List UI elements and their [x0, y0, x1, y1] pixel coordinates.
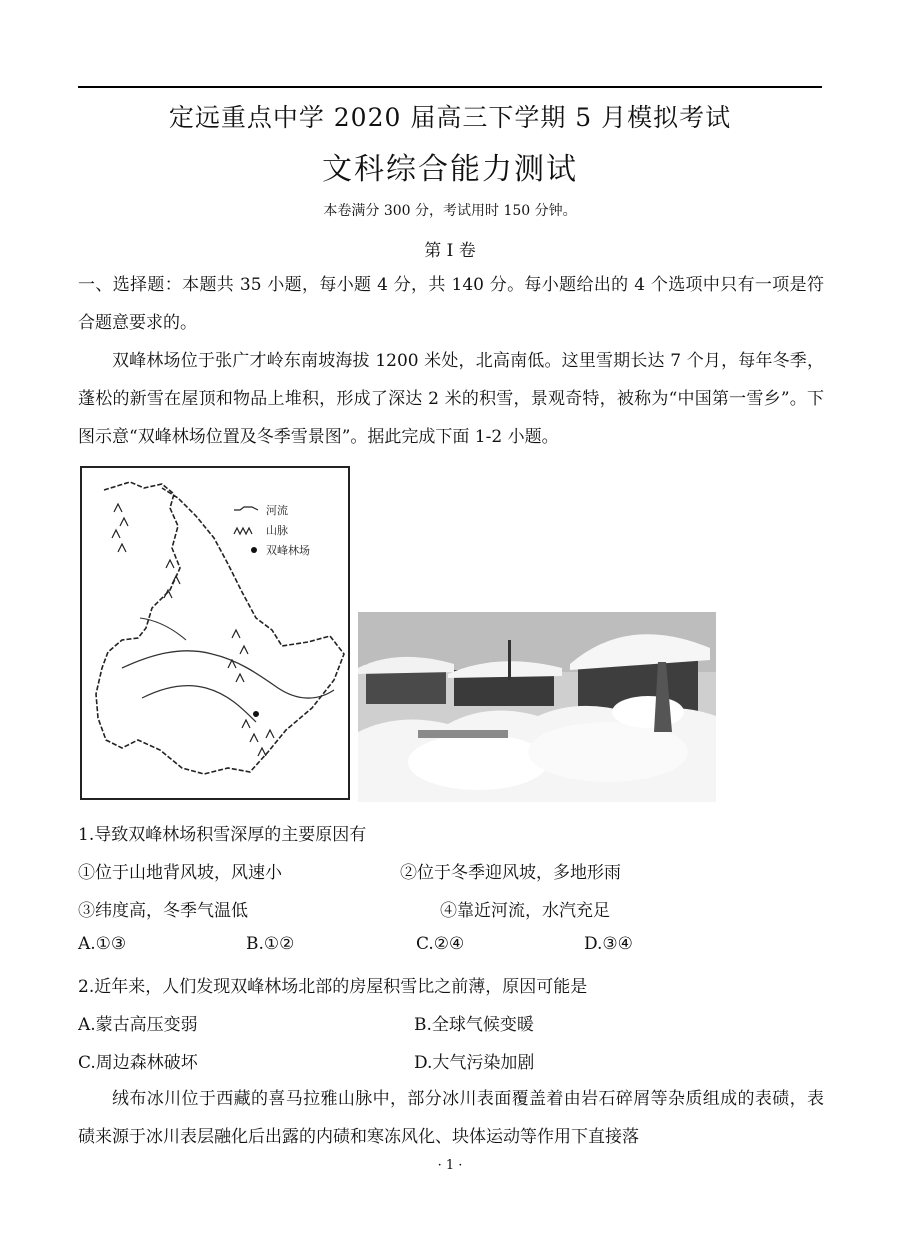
statement: ④靠近河流，水汽充足	[440, 901, 610, 921]
river-line	[140, 618, 186, 640]
location-map	[80, 466, 350, 800]
snow-scene-photo	[358, 612, 716, 802]
volume-label: 第 I 卷	[424, 241, 476, 261]
legend-forest-farm-label: 双峰林场	[266, 544, 310, 557]
passage-2: 绒布冰川位于西藏的喜马拉雅山脉中，部分冰川表面覆盖着由岩石碎屑等杂质组成的表碛，表碛来源于冰川表层融化后出露的内碛和寒冻风化、块体运动等作用下直接落	[78, 1089, 824, 1147]
river-line	[142, 686, 256, 722]
legend-river-label: 河流	[266, 504, 288, 517]
question-1-stem: 1.导致双峰林场积雪深厚的主要原因有	[78, 825, 367, 845]
option-b[interactable]: B.全球气候变暖	[414, 1015, 534, 1035]
legend-dot-symbol	[251, 547, 257, 553]
page-number: · 1 ·	[437, 1158, 463, 1173]
river-line	[122, 651, 334, 698]
statement: ①位于山地背风坡，风速小	[78, 863, 282, 883]
map-legend	[234, 503, 310, 557]
statement: ②位于冬季迎风坡，多地形雨	[400, 863, 621, 883]
option-d[interactable]: D.大气污染加剧	[414, 1053, 535, 1073]
legend-mountain-label: 山脉	[266, 524, 288, 537]
question-2-stem: 2.近年来，人们发现双峰林场北部的房屋积雪比之前薄，原因可能是	[78, 977, 588, 997]
top-rule	[78, 86, 822, 88]
statement: ③纬度高，冬季气温低	[78, 901, 248, 921]
map-drawing	[82, 468, 348, 798]
passage-1: 双峰林场位于张广才岭东南坡海拔 1200 米处，北高南低。这里雪期长达 7 个月，每年冬季，蓬松的新雪在屋顶和物品上堆积，形成了深达 2 米的积雪，景观奇特，被称为“中国第一雪乡”。下图示意“双峰林场位置及冬季雪景图”。据此完成下面 1-2 小题。	[78, 351, 824, 447]
legend-mountain-symbol	[234, 528, 252, 534]
photo-drawing	[358, 612, 716, 802]
legend-river-symbol	[234, 507, 258, 510]
option-a[interactable]: A.①③	[78, 934, 127, 954]
option-b[interactable]: B.①②	[246, 934, 295, 954]
province-outline	[96, 482, 344, 774]
option-c[interactable]: C.②④	[416, 934, 465, 954]
subject-title: 文科综合能力测试	[322, 152, 578, 187]
option-d[interactable]: D.③④	[584, 934, 633, 954]
section-instruction: 一、选择题：本题共 35 小题，每小题 4 分，共 140 分。每小题给出的 4 个选项中只有一项是符合题意要求的。	[78, 275, 824, 333]
option-a[interactable]: A.蒙古高压变弱	[78, 1015, 198, 1035]
option-c[interactable]: C.周边森林破坏	[78, 1053, 198, 1073]
exam-title: 定远重点中学 2020 届高三下学期 5 月模拟考试	[168, 103, 732, 132]
exam-info: 本卷满分 300 分，考试用时 150 分钟。	[323, 203, 577, 219]
mountain-symbols	[112, 504, 274, 756]
forest-farm-location-dot	[253, 711, 259, 717]
